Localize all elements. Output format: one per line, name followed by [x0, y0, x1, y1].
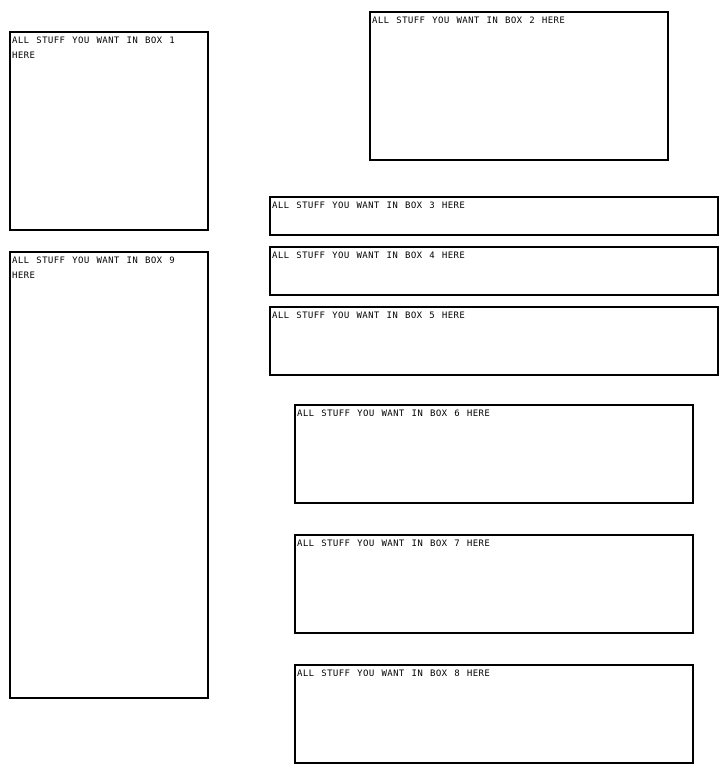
box-4-text: ALL STUFF YOU WANT IN BOX 4 HERE: [272, 251, 466, 261]
box-7-text: ALL STUFF YOU WANT IN BOX 7 HERE: [297, 539, 491, 549]
box-1-text: ALL STUFF YOU WANT IN BOX 1 HERE: [12, 36, 176, 61]
box-9-text: ALL STUFF YOU WANT IN BOX 9 HERE: [12, 256, 176, 281]
box-6: [294, 404, 694, 504]
box-9: [9, 251, 209, 699]
box-5-text: ALL STUFF YOU WANT IN BOX 5 HERE: [272, 311, 466, 321]
box-4: [269, 246, 719, 296]
box-7: [294, 534, 694, 634]
box-8-text: ALL STUFF YOU WANT IN BOX 8 HERE: [297, 669, 491, 679]
box-2-text: ALL STUFF YOU WANT IN BOX 2 HERE: [372, 16, 566, 26]
box-2: [369, 11, 669, 161]
box-3-text: ALL STUFF YOU WANT IN BOX 3 HERE: [272, 201, 466, 211]
box-5: [269, 306, 719, 376]
box-8: [294, 664, 694, 764]
box-3: [269, 196, 719, 236]
box-1: [9, 31, 209, 231]
box-6-text: ALL STUFF YOU WANT IN BOX 6 HERE: [297, 409, 491, 419]
